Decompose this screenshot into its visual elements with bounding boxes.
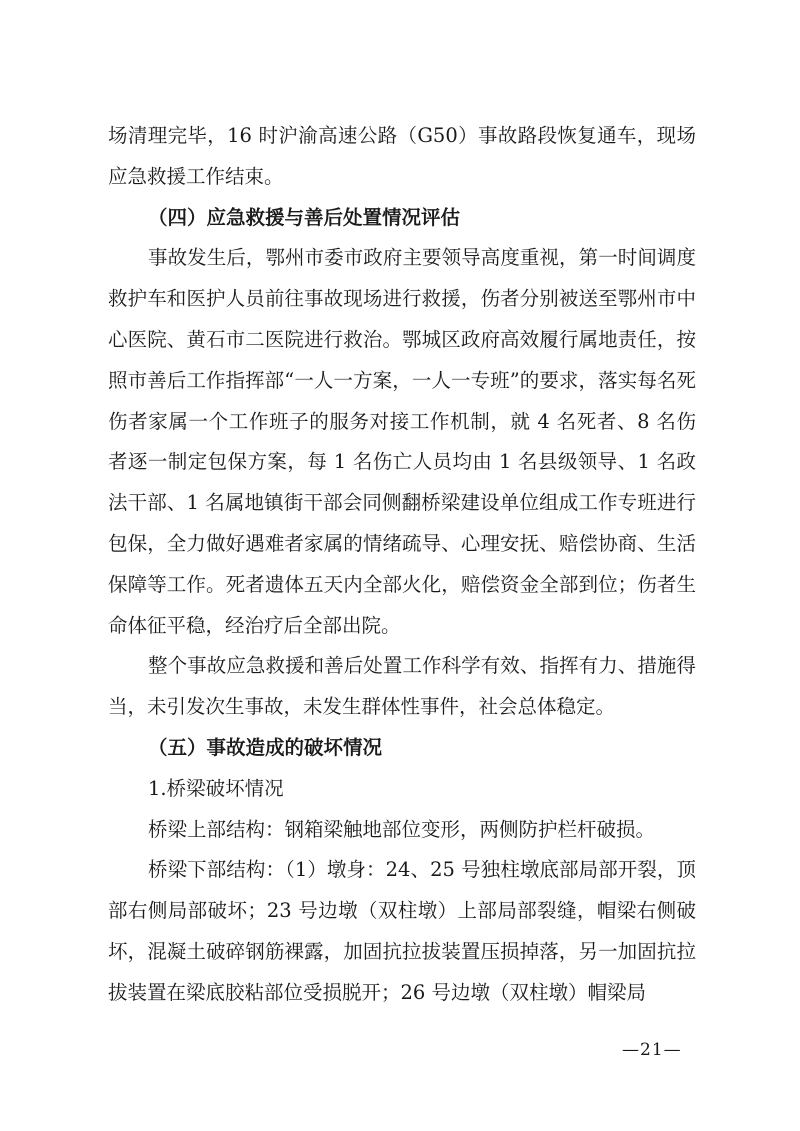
page-number: —21— <box>622 1040 682 1060</box>
paragraph-rescue: 事故发生后，鄂州市委市政府主要领导高度重视，第一时间调度救护车和医护人员前往事故现场进行救援，伤者分别被送至鄂州市中心医院、黄石市二医院进行救治。鄂城区政府高效履行属地责任，按照市善后工作指挥部“一人一方案，一人一专班”的要求，落实每名死伤者家属一个工作班子的服务对接工作机制，就 4 名死者、8 名伤者逐一制定包保方案，每 1 名伤亡人员均由 1 名县级领导、1 名政法干部、1 名属地镇街干部会同侧翻桥梁建设单位组成工作专班进行包保，全力做好遇难者家属的情绪疏导、心理安抚、赔偿协商、生活保障等工作。死者遗体五天内全部火化，赔偿资金全部到位；伤者生命体征平稳，经治疗后全部出院。 <box>108 246 696 637</box>
paragraph-upper-structure: 桥梁上部结构：钢箱梁触地部位变形，两侧防护栏杆破损。 <box>148 817 656 841</box>
paragraph-lower-structure: 桥梁下部结构：（1）墩身：24、25 号独柱墩底部局部开裂，顶部右侧局部破坏；23 号边墩（双柱墩）上部局部裂缝，帽梁右侧破坏，混凝土破碎钢筋裸露，加固抗拉拔装置压损掉落，另一加固抗拉拔装置在梁底胶粘部位受损脱开；26 号边墩（双柱墩）帽梁局 <box>108 858 696 1004</box>
document-body <box>108 116 696 1014</box>
section-heading-4: （四）应急救援与善后处置情况评估 <box>148 205 461 229</box>
section-heading-5: （五）事故造成的破坏情况 <box>148 735 383 759</box>
paragraph-continuation: 场清理完毕，16 时沪渝高速公路（G50）事故路段恢复通车，现场应急救援工作结束。 <box>108 124 696 188</box>
subheading-bridge-damage: 1.桥梁破坏情况 <box>148 776 284 800</box>
paragraph-summary: 整个事故应急救援和善后处置工作科学有效、指挥有力、措施得当，未引发次生事故，未发生群体性事件，社会总体稳定。 <box>108 654 696 719</box>
